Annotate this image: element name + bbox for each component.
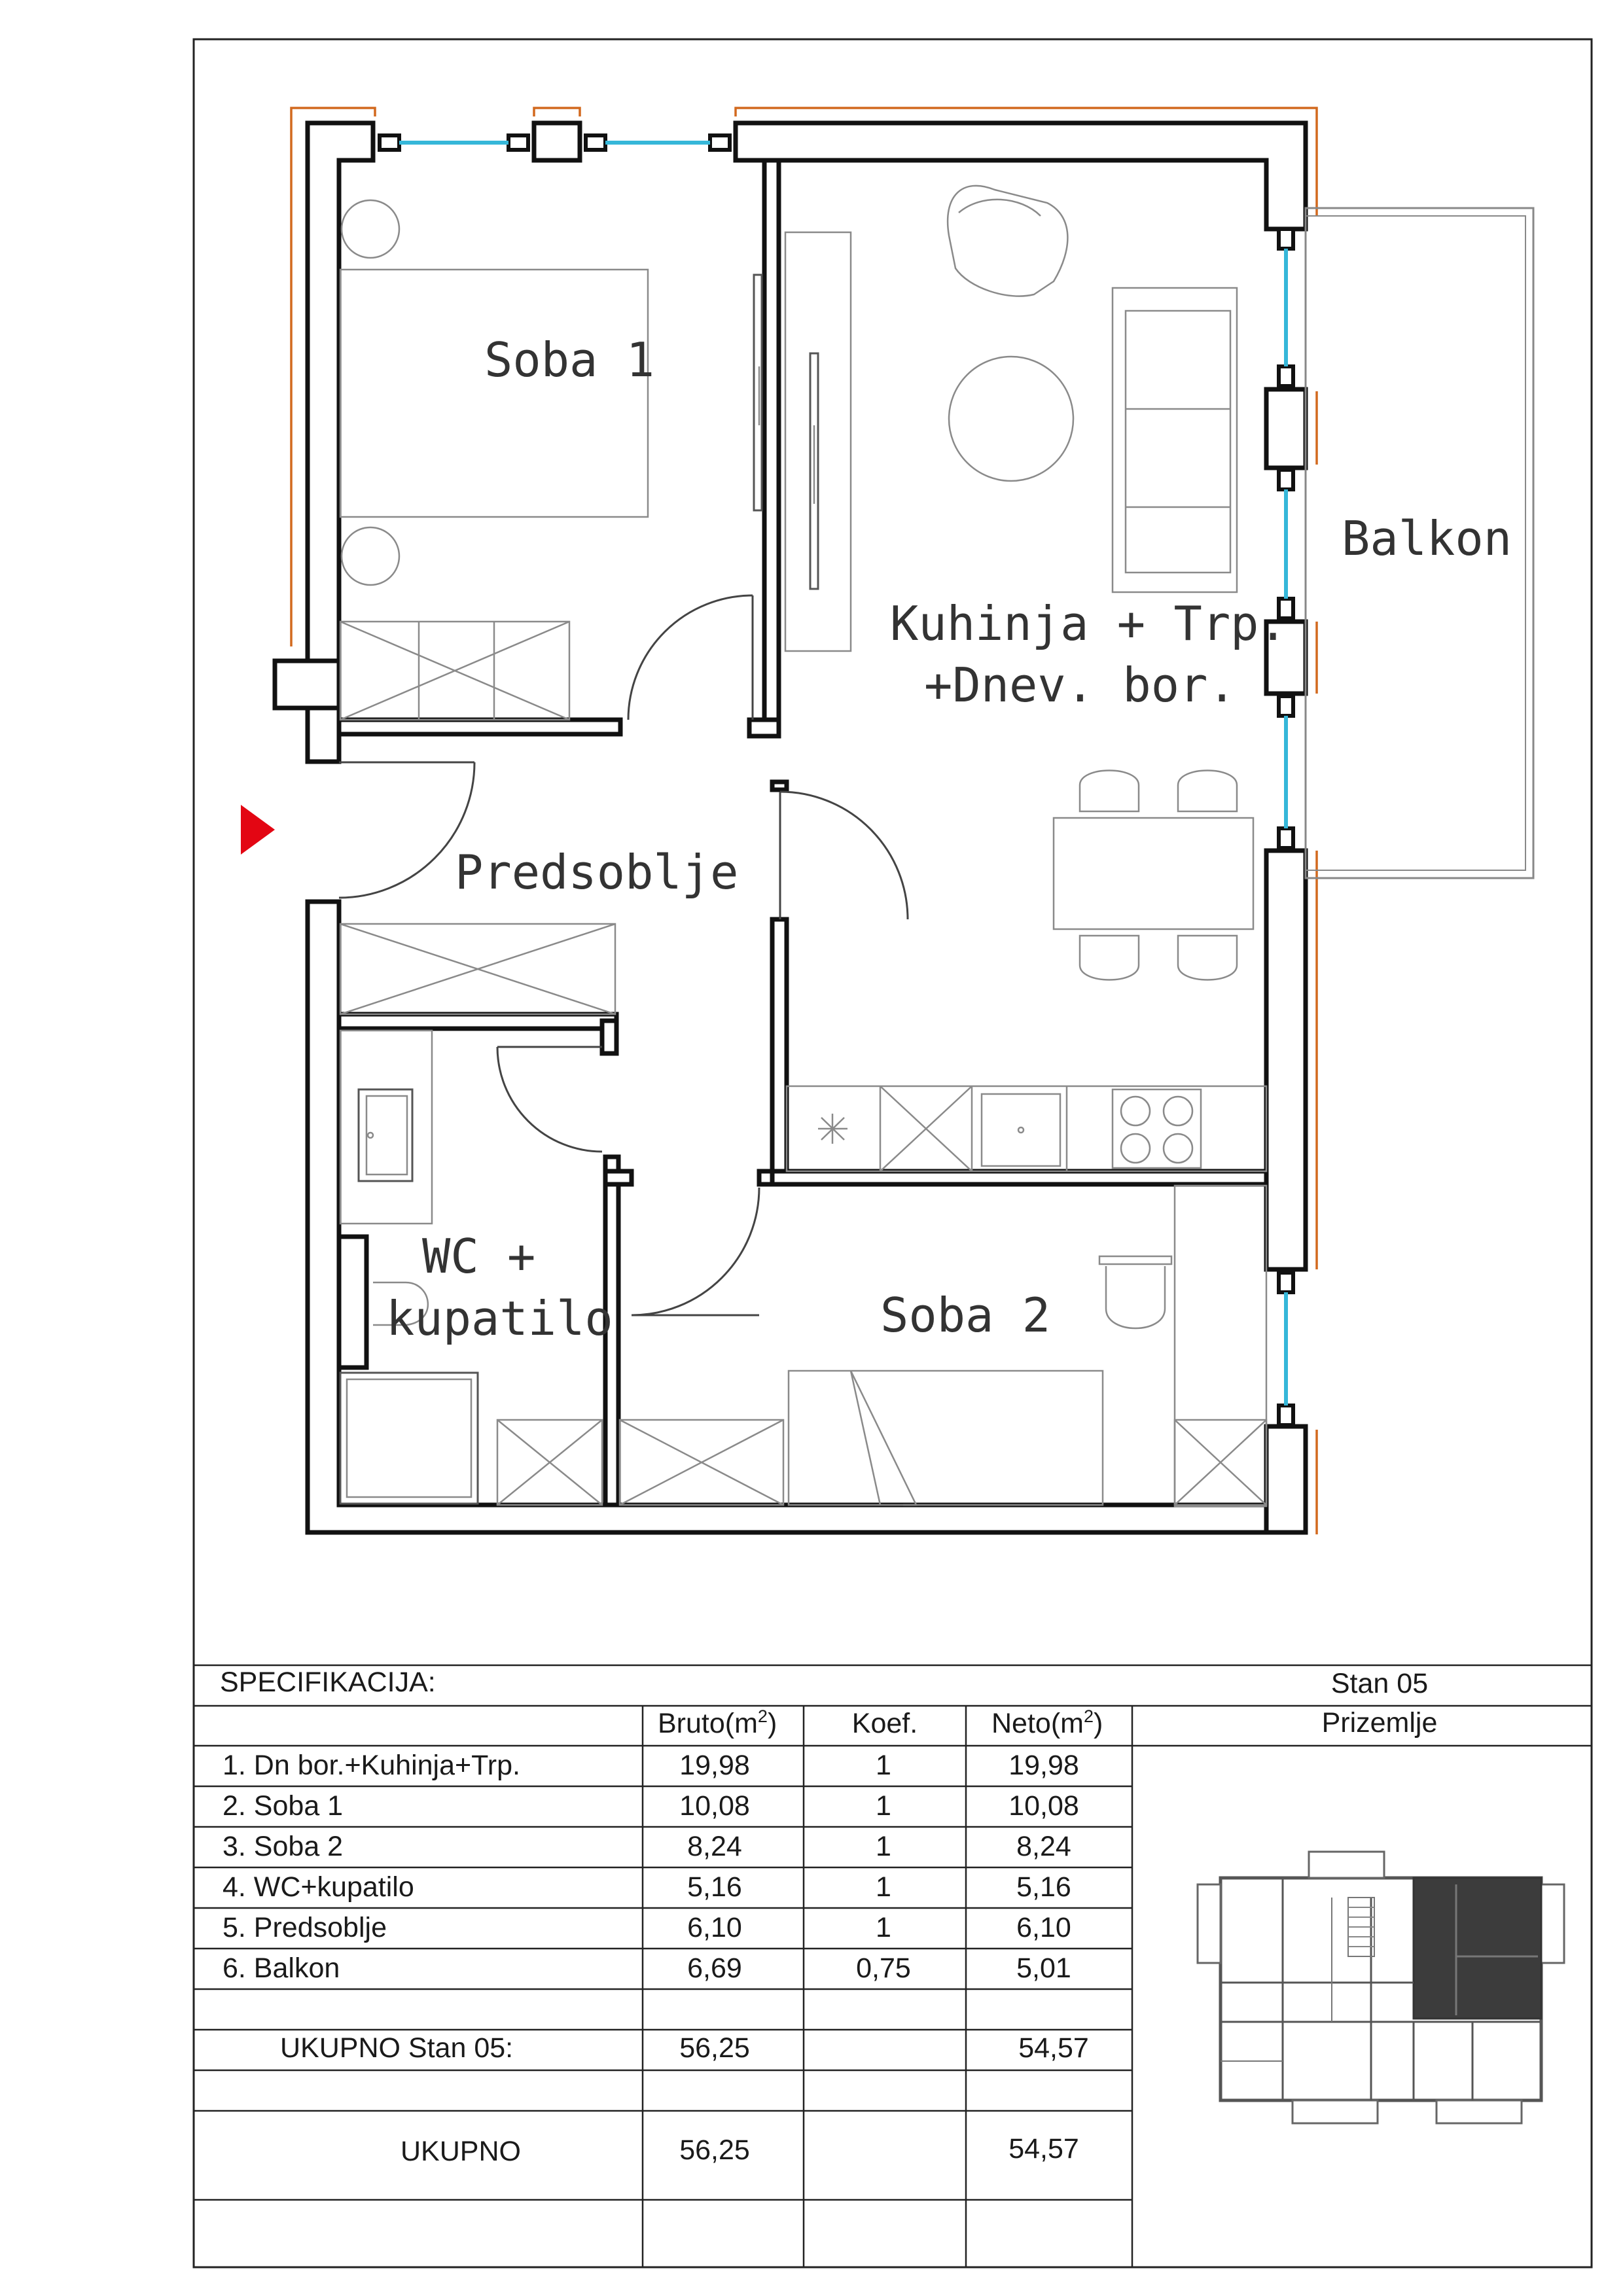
room-label-soba1: Soba 1 <box>484 332 655 387</box>
row-bruto: 19,98 <box>679 1750 750 1781</box>
wall-soba1-kuhinja-end <box>749 720 779 736</box>
row-name: 2. Soba 1 <box>223 1790 344 1822</box>
row-neto: 6,10 <box>1016 1912 1071 1943</box>
room-label-kuhinja-line1: Kuhinja + Trp. <box>890 596 1287 651</box>
spec-floor: Prizemlje <box>1321 1707 1438 1739</box>
furniture-soba1 <box>340 200 762 720</box>
spec-unit: Stan 05 <box>1330 1668 1429 1699</box>
subtotal-label: UKUPNO Stan 05: <box>280 2032 514 2064</box>
row-bruto: 6,69 <box>687 1952 742 1984</box>
row-neto: 5,16 <box>1016 1871 1071 1903</box>
building-key-plan <box>1198 1852 1564 2123</box>
row-koef: 1 <box>876 1750 891 1781</box>
col-koef-header: Koef. <box>851 1708 918 1739</box>
col-bruto-close: ) <box>767 1708 777 1739</box>
wall-top-right <box>736 123 1306 229</box>
wall-left-jamb <box>275 661 339 708</box>
subtotal-neto: 54,57 <box>1018 2032 1089 2064</box>
entrance-arrow-icon <box>241 805 275 855</box>
wall-soba1-kuhinja <box>764 160 779 736</box>
wall-soba1-bottom <box>339 720 620 734</box>
row-koef: 1 <box>876 1912 891 1943</box>
row-bruto: 8,24 <box>687 1831 742 1862</box>
doors <box>339 595 908 1315</box>
row-name: 6. Balkon <box>223 1952 340 1984</box>
row-neto: 8,24 <box>1016 1831 1071 1862</box>
total-bruto: 56,25 <box>679 2134 750 2166</box>
wc-toilet-cistern <box>339 1237 366 1368</box>
row-name: 4. WC+kupatilo <box>223 1871 414 1903</box>
row-name: 1. Dn bor.+Kuhinja+Trp. <box>223 1750 520 1781</box>
row-name: 5. Predsoblje <box>223 1912 387 1943</box>
row-koef: 0,75 <box>856 1952 911 1984</box>
row-bruto: 5,16 <box>687 1871 742 1903</box>
total-neto: 54,57 <box>1008 2133 1079 2164</box>
wall-wc-top-stub <box>602 1021 616 1053</box>
total-label: UKUPNO <box>401 2136 521 2167</box>
room-label-wc-line2: kupatilo <box>386 1291 613 1346</box>
room-label-balkon: Balkon <box>1342 511 1512 566</box>
row-koef: 1 <box>876 1831 891 1862</box>
col-neto-sup: 2 <box>1083 1706 1094 1726</box>
room-label-predsoblje: Predsoblje <box>455 845 739 900</box>
wall-wc-soba2-top <box>605 1171 632 1184</box>
highlighted-unit <box>1414 1878 1541 2019</box>
row-name: 3. Soba 2 <box>223 1831 344 1862</box>
wall-predsoblje-bottom <box>339 1014 616 1029</box>
wall-top-mullion <box>534 123 580 160</box>
room-label-wc-line1: WC + <box>422 1229 536 1284</box>
spec-row <box>223 1912 1071 1943</box>
spec-row <box>223 1952 1071 1984</box>
col-neto-close: ) <box>1094 1708 1103 1739</box>
col-bruto-header <box>658 1706 777 1739</box>
row-neto: 10,08 <box>1008 1790 1079 1822</box>
room-label-soba2: Soba 2 <box>880 1288 1051 1343</box>
wall-kuhinja-bottom <box>772 1171 1266 1184</box>
row-bruto: 10,08 <box>679 1790 750 1822</box>
door-stop-kuhinja <box>772 782 787 790</box>
insulation-top-mid <box>534 108 580 116</box>
spec-row <box>223 1831 1071 1862</box>
furniture-predsoblje <box>340 924 615 1014</box>
room-label-kuhinja-line2: +Dnev. bor. <box>924 658 1236 713</box>
spec-row <box>223 1790 1079 1822</box>
wall-right-pier-3 <box>1266 851 1306 1269</box>
row-koef: 1 <box>876 1871 891 1903</box>
wall-right-pier-4 <box>1266 1426 1306 1532</box>
wall-left-pier <box>308 708 339 762</box>
spec-title: SPECIFIKACIJA: <box>220 1667 436 1698</box>
col-neto-text: Neto(m <box>991 1708 1084 1739</box>
row-bruto: 6,10 <box>687 1912 742 1943</box>
subtotal-bruto: 56,25 <box>679 2032 750 2064</box>
spec-row <box>223 1871 1071 1903</box>
row-neto: 5,01 <box>1016 1952 1071 1984</box>
spec-row <box>223 1750 1079 1781</box>
col-neto-header <box>991 1706 1103 1739</box>
wall-right-pier-1 <box>1266 389 1306 468</box>
col-bruto-text: Bruto(m <box>658 1708 758 1739</box>
row-koef: 1 <box>876 1790 891 1822</box>
row-neto: 19,98 <box>1008 1750 1079 1781</box>
col-bruto-sup: 2 <box>757 1706 768 1726</box>
wall-kuhinja-left <box>772 919 787 1184</box>
furniture-soba2 <box>620 1186 1266 1506</box>
floor-plan <box>241 108 1533 1534</box>
